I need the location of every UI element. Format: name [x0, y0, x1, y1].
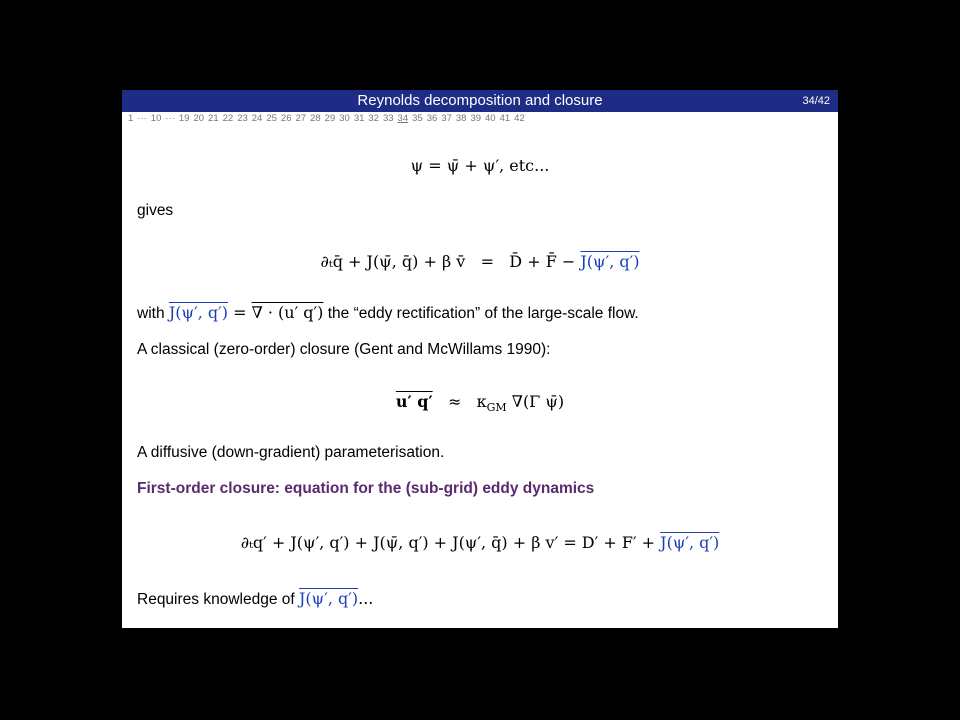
page-counter: 34/42	[802, 95, 830, 107]
nav-page-42[interactable]: 42	[514, 113, 525, 124]
nav-page-29[interactable]: 29	[324, 113, 336, 124]
eq-closure-lhs: u′ q′	[395, 392, 433, 411]
eq-closure-approx: ≈	[447, 392, 462, 411]
nav-page-25[interactable]: 25	[266, 113, 277, 124]
nav-page-10[interactable]: 10	[150, 113, 162, 124]
eq-eddy-main: ∂ₜq′ + J(ψ′, q′) + J(ψ̄, q′) + J(ψ′, q̄) + β v′ = D′ + F′ +	[240, 533, 656, 552]
eq-mean-rhs: D̄ + F̄ −	[509, 252, 576, 271]
with-equals: =	[228, 303, 252, 322]
with-divergence: ∇ · (u′ q′)	[251, 303, 324, 322]
requires-eddy-term: J(ψ′, q′)	[299, 589, 359, 608]
equation-gm-closure	[122, 392, 838, 414]
nav-page-26[interactable]: 26	[280, 113, 292, 124]
equation-decomposition: ψ = ψ̄ + ψ′, etc...	[410, 156, 550, 175]
text-requires	[137, 589, 373, 609]
text-classical-closure: A classical (zero-order) closure (Gent and McWillams 1990):	[137, 341, 551, 358]
nav-ellipsis: ···	[165, 113, 175, 124]
nav-page-23[interactable]: 23	[237, 113, 248, 124]
nav-page-34[interactable]: 34	[397, 113, 409, 124]
with-prefix: with	[137, 305, 165, 322]
nav-page-24[interactable]: 24	[251, 113, 263, 124]
text-gives: gives	[137, 202, 174, 219]
nav-page-28[interactable]: 28	[310, 113, 321, 124]
with-eddy-term: J(ψ′, q′)	[168, 303, 229, 322]
nav-page-35[interactable]: 35	[412, 113, 423, 124]
nav-page-22[interactable]: 22	[222, 113, 234, 124]
nav-page-38[interactable]: 38	[455, 113, 467, 124]
nav-page-20[interactable]: 20	[193, 113, 205, 124]
nav-page-32[interactable]: 32	[368, 113, 379, 124]
eq-mean-lhs: ∂ₜq̄ + J(ψ̄, q̄) + β v̄	[320, 252, 466, 271]
slide	[122, 90, 838, 628]
eq-mean-equals: =	[480, 252, 495, 271]
nav-page-19[interactable]: 19	[178, 113, 190, 124]
nav-page-40[interactable]: 40	[485, 113, 496, 124]
nav-page-39[interactable]: 39	[470, 113, 482, 124]
nav-page-21[interactable]: 21	[208, 113, 219, 124]
nav-page-33[interactable]: 33	[382, 113, 394, 124]
nav-page-27[interactable]: 27	[295, 113, 307, 124]
eq-eddy-term: J(ψ′, q′)	[660, 533, 720, 552]
requires-suffix: ...	[358, 589, 374, 608]
eq-closure-kappa: κ	[476, 392, 487, 411]
heading-first-order-closure: First-order closure: equation for the (sub-grid) eddy dynamics	[137, 480, 595, 497]
nav-page-41[interactable]: 41	[499, 113, 511, 124]
requires-prefix: Requires knowledge of	[137, 591, 295, 608]
nav-ellipsis: ···	[137, 113, 147, 124]
equation-eddy-dynamics	[122, 533, 838, 552]
text-with-line	[137, 303, 639, 323]
nav-page-31[interactable]: 31	[353, 113, 365, 124]
eq-mean-eddy-term: J(ψ′, q′)	[580, 252, 640, 271]
slide-navigation	[128, 113, 529, 124]
nav-page-30[interactable]: 30	[339, 113, 350, 124]
equation-mean-flow	[122, 252, 838, 271]
eq-closure-tail: ∇(Γ ψ̄)	[511, 392, 565, 411]
with-suffix: the “eddy rectification” of the large-scale flow.	[327, 305, 639, 322]
text-diffusive: A diffusive (down-gradient) parameterisation.	[137, 444, 445, 461]
nav-page-1[interactable]: 1	[128, 113, 134, 124]
nav-page-36[interactable]: 36	[426, 113, 438, 124]
nav-page-37[interactable]: 37	[441, 113, 452, 124]
slide-title: Reynolds decomposition and closure	[357, 92, 603, 109]
title-bar	[122, 90, 838, 112]
eq-closure-sub: GM	[486, 401, 507, 415]
